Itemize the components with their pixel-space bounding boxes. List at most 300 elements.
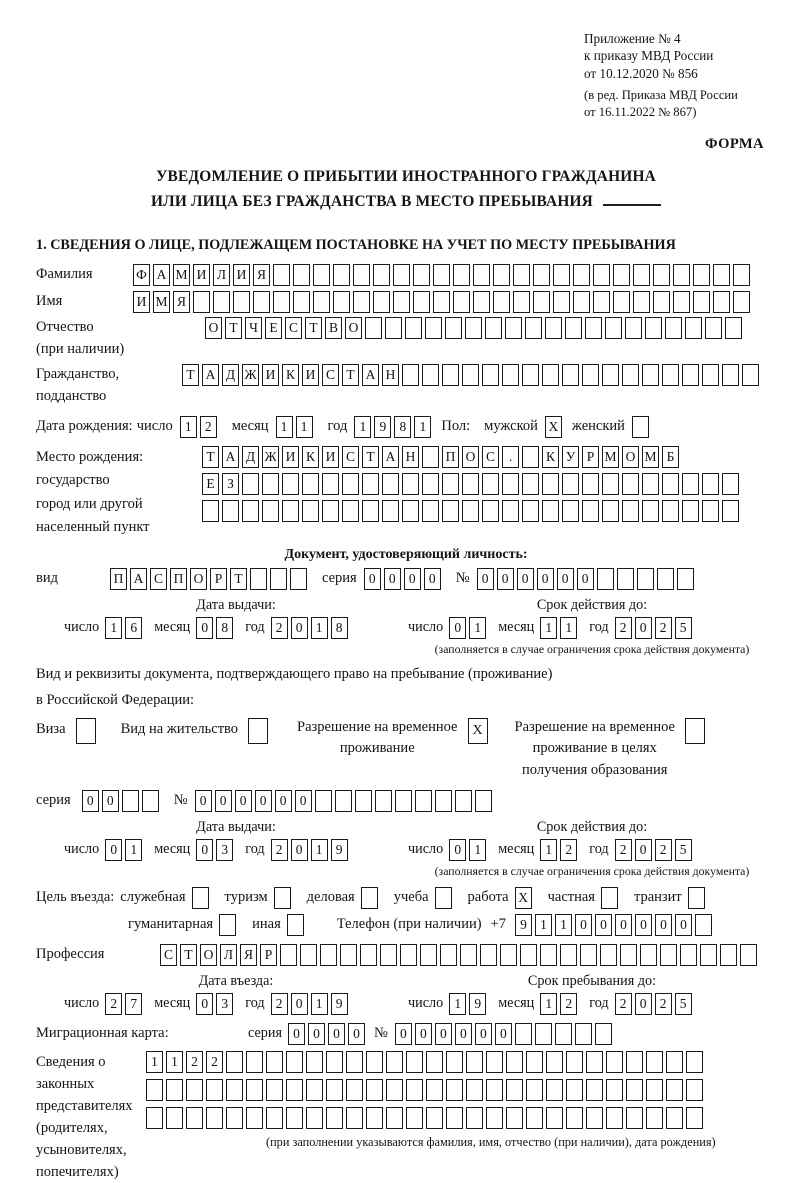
char-cell[interactable] (386, 1051, 403, 1073)
char-cell[interactable]: Д (242, 446, 259, 468)
char-cell[interactable] (662, 473, 679, 495)
char-cell[interactable]: З (222, 473, 239, 495)
char-cell[interactable] (666, 1079, 683, 1101)
char-cell[interactable] (382, 473, 399, 495)
char-cell[interactable] (293, 291, 310, 313)
char-cell[interactable] (335, 790, 352, 812)
char-cell[interactable] (366, 1051, 383, 1073)
char-cell[interactable]: 1 (449, 993, 466, 1015)
char-cell[interactable]: С (342, 446, 359, 468)
char-cell[interactable] (513, 264, 530, 286)
char-cell[interactable] (722, 500, 739, 522)
char-cell[interactable]: Ф (133, 264, 150, 286)
char-cell[interactable]: 0 (415, 1023, 432, 1045)
char-cell[interactable] (533, 291, 550, 313)
char-cell[interactable] (219, 914, 236, 936)
char-cell[interactable]: 0 (291, 839, 308, 861)
char-cell[interactable]: 1 (414, 416, 431, 438)
char-cell[interactable] (632, 416, 649, 438)
char-cell[interactable] (626, 1051, 643, 1073)
char-cell[interactable]: 2 (271, 839, 288, 861)
char-cell[interactable] (555, 1023, 572, 1045)
char-cell[interactable] (573, 291, 590, 313)
char-cell[interactable]: Т (230, 568, 247, 590)
char-cell[interactable] (385, 317, 402, 339)
char-cell[interactable]: 8 (394, 416, 411, 438)
char-cell[interactable]: 1 (560, 617, 577, 639)
char-cell[interactable] (546, 1107, 563, 1129)
char-cell[interactable] (586, 1079, 603, 1101)
char-cell[interactable]: 0 (655, 914, 672, 936)
char-cell[interactable]: 2 (271, 993, 288, 1015)
char-cell[interactable]: 0 (328, 1023, 345, 1045)
char-cell[interactable]: X (468, 718, 488, 744)
char-cell[interactable] (682, 364, 699, 386)
char-cell[interactable]: 5 (675, 617, 692, 639)
char-cell[interactable] (315, 790, 332, 812)
char-cell[interactable] (422, 364, 439, 386)
char-cell[interactable] (622, 500, 639, 522)
char-cell[interactable] (597, 568, 614, 590)
char-cell[interactable] (402, 364, 419, 386)
char-cell[interactable] (453, 291, 470, 313)
char-cell[interactable]: 0 (577, 568, 594, 590)
char-cell[interactable]: 0 (449, 839, 466, 861)
char-cell[interactable] (346, 1079, 363, 1101)
char-cell[interactable]: 0 (215, 790, 232, 812)
char-cell[interactable] (473, 291, 490, 313)
purpose-study-checkbox[interactable] (435, 887, 455, 909)
char-cell[interactable] (725, 317, 742, 339)
char-cell[interactable] (445, 317, 462, 339)
char-cell[interactable]: 1 (469, 617, 486, 639)
char-cell[interactable]: Л (213, 264, 230, 286)
char-cell[interactable] (422, 500, 439, 522)
char-cell[interactable]: 9 (331, 839, 348, 861)
char-cell[interactable] (526, 1079, 543, 1101)
char-cell[interactable]: Д (222, 364, 239, 386)
char-cell[interactable] (262, 500, 279, 522)
char-cell[interactable] (326, 1107, 343, 1129)
char-cell[interactable] (637, 568, 654, 590)
char-cell[interactable] (613, 264, 630, 286)
char-cell[interactable] (493, 291, 510, 313)
char-cell[interactable] (485, 317, 502, 339)
char-cell[interactable] (595, 1023, 612, 1045)
char-cell[interactable] (400, 944, 417, 966)
char-cell[interactable] (582, 473, 599, 495)
char-cell[interactable] (246, 1051, 263, 1073)
char-cell[interactable] (273, 264, 290, 286)
char-cell[interactable] (353, 264, 370, 286)
char-cell[interactable]: 9 (469, 993, 486, 1015)
char-cell[interactable] (673, 264, 690, 286)
char-cell[interactable] (660, 944, 677, 966)
char-cell[interactable] (682, 473, 699, 495)
purpose-business-checkbox[interactable] (192, 887, 212, 909)
char-cell[interactable] (646, 1079, 663, 1101)
char-cell[interactable]: 0 (288, 1023, 305, 1045)
char-cell[interactable]: 2 (615, 839, 632, 861)
char-cell[interactable] (601, 887, 618, 909)
char-cell[interactable]: 0 (424, 568, 441, 590)
char-cell[interactable]: 0 (102, 790, 119, 812)
char-cell[interactable] (605, 317, 622, 339)
char-cell[interactable] (266, 1079, 283, 1101)
char-cell[interactable]: 2 (655, 839, 672, 861)
char-cell[interactable] (273, 291, 290, 313)
char-cell[interactable] (542, 364, 559, 386)
char-cell[interactable]: 8 (331, 617, 348, 639)
char-cell[interactable] (313, 291, 330, 313)
char-cell[interactable] (593, 291, 610, 313)
char-cell[interactable] (522, 364, 539, 386)
char-cell[interactable] (562, 473, 579, 495)
char-cell[interactable] (222, 500, 239, 522)
char-cell[interactable] (395, 790, 412, 812)
char-cell[interactable] (462, 500, 479, 522)
purpose-humanitarian-checkbox[interactable] (219, 914, 239, 936)
char-cell[interactable]: М (153, 291, 170, 313)
purpose-private-checkbox[interactable] (601, 887, 621, 909)
char-cell[interactable] (586, 1051, 603, 1073)
char-cell[interactable] (282, 500, 299, 522)
char-cell[interactable]: 0 (105, 839, 122, 861)
char-cell[interactable] (202, 500, 219, 522)
char-cell[interactable] (406, 1051, 423, 1073)
char-cell[interactable] (435, 790, 452, 812)
char-cell[interactable] (686, 1051, 703, 1073)
char-cell[interactable] (406, 1079, 423, 1101)
char-cell[interactable]: 5 (675, 993, 692, 1015)
char-cell[interactable]: 0 (517, 568, 534, 590)
char-cell[interactable]: 2 (615, 993, 632, 1015)
char-cell[interactable] (242, 500, 259, 522)
char-cell[interactable] (625, 317, 642, 339)
char-cell[interactable] (146, 1107, 163, 1129)
char-cell[interactable]: 1 (276, 416, 293, 438)
char-cell[interactable] (242, 473, 259, 495)
char-cell[interactable] (322, 500, 339, 522)
char-cell[interactable]: 2 (615, 617, 632, 639)
char-cell[interactable] (433, 291, 450, 313)
char-cell[interactable] (406, 1107, 423, 1129)
char-cell[interactable] (346, 1051, 363, 1073)
sex-male-checkbox[interactable] (545, 416, 565, 438)
char-cell[interactable] (662, 500, 679, 522)
char-cell[interactable] (602, 473, 619, 495)
char-cell[interactable] (386, 1107, 403, 1129)
char-cell[interactable] (186, 1079, 203, 1101)
char-cell[interactable] (702, 473, 719, 495)
char-cell[interactable]: К (302, 446, 319, 468)
char-cell[interactable] (720, 944, 737, 966)
char-cell[interactable] (250, 568, 267, 590)
char-cell[interactable] (262, 473, 279, 495)
char-cell[interactable] (702, 500, 719, 522)
char-cell[interactable] (413, 264, 430, 286)
char-cell[interactable] (522, 500, 539, 522)
char-cell[interactable]: И (133, 291, 150, 313)
char-cell[interactable] (287, 914, 304, 936)
char-cell[interactable]: П (442, 446, 459, 468)
char-cell[interactable]: 0 (635, 914, 652, 936)
char-cell[interactable]: 0 (435, 1023, 452, 1045)
char-cell[interactable]: 1 (354, 416, 371, 438)
char-cell[interactable] (246, 1079, 263, 1101)
char-cell[interactable] (677, 568, 694, 590)
char-cell[interactable] (386, 1079, 403, 1101)
char-cell[interactable] (306, 1079, 323, 1101)
char-cell[interactable]: Р (260, 944, 277, 966)
char-cell[interactable] (462, 473, 479, 495)
char-cell[interactable]: 0 (196, 839, 213, 861)
char-cell[interactable] (646, 1051, 663, 1073)
char-cell[interactable]: 0 (675, 914, 692, 936)
char-cell[interactable] (742, 364, 759, 386)
char-cell[interactable] (606, 1107, 623, 1129)
char-cell[interactable] (565, 317, 582, 339)
char-cell[interactable] (585, 317, 602, 339)
char-cell[interactable]: Т (182, 364, 199, 386)
char-cell[interactable] (502, 500, 519, 522)
char-cell[interactable] (626, 1107, 643, 1129)
sex-female-checkbox[interactable] (632, 416, 652, 438)
char-cell[interactable]: И (322, 446, 339, 468)
char-cell[interactable]: 2 (271, 617, 288, 639)
char-cell[interactable] (560, 944, 577, 966)
char-cell[interactable] (682, 500, 699, 522)
char-cell[interactable]: 0 (449, 617, 466, 639)
char-cell[interactable] (342, 473, 359, 495)
char-cell[interactable] (653, 264, 670, 286)
char-cell[interactable] (362, 500, 379, 522)
char-cell[interactable] (333, 291, 350, 313)
char-cell[interactable]: 1 (166, 1051, 183, 1073)
char-cell[interactable]: С (150, 568, 167, 590)
char-cell[interactable] (460, 944, 477, 966)
char-cell[interactable] (342, 500, 359, 522)
char-cell[interactable]: И (262, 364, 279, 386)
char-cell[interactable]: И (193, 264, 210, 286)
char-cell[interactable]: . (502, 446, 519, 468)
char-cell[interactable]: О (622, 446, 639, 468)
edu-residence-checkbox[interactable] (685, 718, 708, 744)
char-cell[interactable] (142, 790, 159, 812)
char-cell[interactable]: Л (220, 944, 237, 966)
char-cell[interactable]: 1 (105, 617, 122, 639)
char-cell[interactable]: Т (342, 364, 359, 386)
purpose-transit-checkbox[interactable] (688, 887, 708, 909)
char-cell[interactable]: 0 (235, 790, 252, 812)
char-cell[interactable] (466, 1079, 483, 1101)
char-cell[interactable] (506, 1107, 523, 1129)
char-cell[interactable] (666, 1051, 683, 1073)
char-cell[interactable] (465, 317, 482, 339)
char-cell[interactable] (246, 1107, 263, 1129)
char-cell[interactable]: Т (305, 317, 322, 339)
char-cell[interactable] (266, 1051, 283, 1073)
char-cell[interactable]: П (110, 568, 127, 590)
char-cell[interactable] (442, 500, 459, 522)
char-cell[interactable] (302, 473, 319, 495)
char-cell[interactable] (613, 291, 630, 313)
char-cell[interactable] (455, 790, 472, 812)
char-cell[interactable]: А (130, 568, 147, 590)
char-cell[interactable] (290, 568, 307, 590)
char-cell[interactable] (502, 473, 519, 495)
char-cell[interactable] (360, 944, 377, 966)
char-cell[interactable] (633, 264, 650, 286)
char-cell[interactable] (486, 1079, 503, 1101)
char-cell[interactable]: 1 (540, 839, 557, 861)
char-cell[interactable]: О (190, 568, 207, 590)
char-cell[interactable] (686, 1107, 703, 1129)
purpose-other-checkbox[interactable] (287, 914, 307, 936)
char-cell[interactable]: 0 (475, 1023, 492, 1045)
char-cell[interactable] (535, 1023, 552, 1045)
char-cell[interactable]: Ч (245, 317, 262, 339)
char-cell[interactable] (393, 264, 410, 286)
char-cell[interactable]: 0 (275, 790, 292, 812)
char-cell[interactable]: С (482, 446, 499, 468)
char-cell[interactable] (442, 364, 459, 386)
char-cell[interactable]: 0 (537, 568, 554, 590)
char-cell[interactable] (286, 1079, 303, 1101)
char-cell[interactable]: 1 (540, 993, 557, 1015)
char-cell[interactable] (486, 1051, 503, 1073)
char-cell[interactable] (453, 264, 470, 286)
char-cell[interactable] (402, 500, 419, 522)
char-cell[interactable] (346, 1107, 363, 1129)
char-cell[interactable]: Б (662, 446, 679, 468)
char-cell[interactable] (693, 291, 710, 313)
char-cell[interactable] (546, 1079, 563, 1101)
char-cell[interactable]: X (545, 416, 562, 438)
char-cell[interactable] (542, 473, 559, 495)
char-cell[interactable] (320, 944, 337, 966)
char-cell[interactable] (580, 944, 597, 966)
char-cell[interactable]: Я (240, 944, 257, 966)
char-cell[interactable]: 0 (495, 1023, 512, 1045)
char-cell[interactable]: 1 (555, 914, 572, 936)
char-cell[interactable] (366, 1107, 383, 1129)
char-cell[interactable]: М (642, 446, 659, 468)
char-cell[interactable]: Т (225, 317, 242, 339)
char-cell[interactable] (166, 1107, 183, 1129)
char-cell[interactable] (270, 568, 287, 590)
char-cell[interactable]: Т (180, 944, 197, 966)
char-cell[interactable] (313, 264, 330, 286)
char-cell[interactable] (266, 1107, 283, 1129)
char-cell[interactable] (733, 291, 750, 313)
char-cell[interactable] (493, 264, 510, 286)
char-cell[interactable] (466, 1107, 483, 1129)
char-cell[interactable] (520, 944, 537, 966)
char-cell[interactable] (645, 317, 662, 339)
char-cell[interactable]: 1 (146, 1051, 163, 1073)
char-cell[interactable] (662, 364, 679, 386)
char-cell[interactable]: 1 (540, 617, 557, 639)
char-cell[interactable] (122, 790, 139, 812)
char-cell[interactable]: Р (210, 568, 227, 590)
char-cell[interactable] (546, 1051, 563, 1073)
char-cell[interactable]: И (282, 446, 299, 468)
char-cell[interactable] (366, 1079, 383, 1101)
char-cell[interactable] (422, 446, 439, 468)
char-cell[interactable]: 0 (635, 993, 652, 1015)
char-cell[interactable] (322, 473, 339, 495)
char-cell[interactable]: 2 (560, 839, 577, 861)
char-cell[interactable] (582, 500, 599, 522)
char-cell[interactable] (657, 568, 674, 590)
char-cell[interactable] (186, 1107, 203, 1129)
purpose-tourism-checkbox[interactable] (274, 887, 294, 909)
char-cell[interactable]: С (285, 317, 302, 339)
char-cell[interactable] (76, 718, 96, 744)
char-cell[interactable] (282, 473, 299, 495)
char-cell[interactable]: 1 (180, 416, 197, 438)
char-cell[interactable] (306, 1107, 323, 1129)
char-cell[interactable]: П (170, 568, 187, 590)
char-cell[interactable] (533, 264, 550, 286)
char-cell[interactable] (593, 264, 610, 286)
char-cell[interactable] (166, 1079, 183, 1101)
char-cell[interactable]: 6 (125, 617, 142, 639)
char-cell[interactable] (553, 264, 570, 286)
char-cell[interactable] (286, 1107, 303, 1129)
char-cell[interactable]: 1 (311, 839, 328, 861)
char-cell[interactable] (362, 473, 379, 495)
char-cell[interactable] (365, 317, 382, 339)
char-cell[interactable]: 7 (125, 993, 142, 1015)
char-cell[interactable] (502, 364, 519, 386)
char-cell[interactable]: 9 (331, 993, 348, 1015)
char-cell[interactable]: Р (582, 446, 599, 468)
char-cell[interactable] (361, 887, 378, 909)
char-cell[interactable] (326, 1051, 343, 1073)
char-cell[interactable] (393, 291, 410, 313)
char-cell[interactable]: 0 (196, 993, 213, 1015)
char-cell[interactable]: О (345, 317, 362, 339)
char-cell[interactable]: О (205, 317, 222, 339)
char-cell[interactable] (146, 1079, 163, 1101)
char-cell[interactable] (405, 317, 422, 339)
char-cell[interactable] (500, 944, 517, 966)
char-cell[interactable]: 2 (655, 993, 672, 1015)
char-cell[interactable] (680, 944, 697, 966)
char-cell[interactable] (642, 473, 659, 495)
char-cell[interactable]: А (222, 446, 239, 468)
char-cell[interactable] (566, 1079, 583, 1101)
purpose-work-checkbox[interactable] (515, 887, 535, 909)
char-cell[interactable]: 0 (196, 617, 213, 639)
char-cell[interactable]: К (542, 446, 559, 468)
char-cell[interactable] (382, 500, 399, 522)
char-cell[interactable] (575, 1023, 592, 1045)
char-cell[interactable]: Н (382, 364, 399, 386)
char-cell[interactable] (573, 264, 590, 286)
char-cell[interactable] (326, 1079, 343, 1101)
char-cell[interactable] (622, 473, 639, 495)
char-cell[interactable] (442, 473, 459, 495)
char-cell[interactable]: Ж (242, 364, 259, 386)
char-cell[interactable] (426, 1079, 443, 1101)
char-cell[interactable] (426, 1051, 443, 1073)
char-cell[interactable] (553, 291, 570, 313)
char-cell[interactable] (525, 317, 542, 339)
char-cell[interactable] (373, 291, 390, 313)
